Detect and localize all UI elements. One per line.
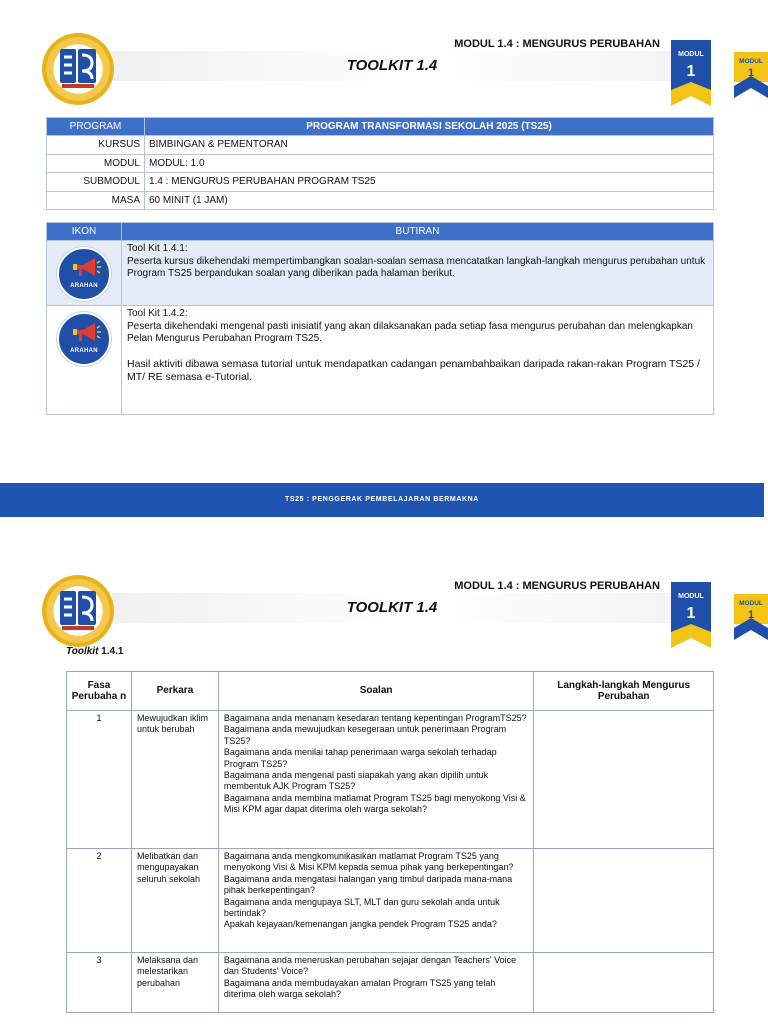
modul-ribbon-icon: [734, 594, 768, 642]
butiran-cell: [122, 241, 714, 306]
arahan-label: ARAHAN: [70, 348, 98, 354]
info-table-header: [47, 118, 714, 136]
footer-band: TS25 : PENGGERAK PEMBELAJARAN BERMAKNA: [0, 483, 764, 517]
ikon-table-header: [47, 223, 714, 241]
table-row: [67, 849, 714, 953]
info-row-masa: [47, 191, 714, 210]
info-value: BIMBINGAN & PEMENTORAN: [145, 136, 714, 155]
ts25-emblem-icon: [56, 45, 100, 91]
langkah-input-cell[interactable]: [534, 953, 714, 1013]
header-fasa: Fasa Perubaha n: [67, 672, 132, 711]
program-value: PROGRAM TRANSFORMASI SEKOLAH 2025 (TS25): [145, 118, 714, 136]
info-table: [46, 117, 714, 210]
ikon-row-2: [47, 306, 714, 415]
icon-cell: [47, 241, 122, 306]
toolkit-1-4-2-text: Peserta dikehendaki mengenal pasti inisiatif yang akan dilaksanakan pada setiap fasa mengurus perubahan dan melengkapkan Pelan Mengurus Perubahan Program TS25.: [127, 320, 693, 344]
modul-badge-icon: [671, 40, 711, 106]
modul-title: MODUL 1.4 : MENGURUS PERUBAHAN: [454, 580, 660, 592]
soalan-item: Bagaimana anda mewujudkan kesegeraan untuk penerimaan Program TS25?: [223, 724, 507, 746]
page1-header: [0, 0, 768, 110]
soalan-item: Bagaimana anda mengkomunikasikan matlamat Program TS25 yang menyokong Visi & Misi KPM kepada semua pihak yang berkepentingan?: [223, 851, 514, 873]
fasa-number: 1: [67, 711, 132, 849]
fasa-number: 2: [67, 849, 132, 953]
toolkit-table-header: [67, 672, 714, 711]
col-butiran: BUTIRAN: [122, 223, 714, 241]
soalan-item: Bagaimana anda menilai tahap penerimaan warga sekolah terhadap Program TS25?: [223, 747, 497, 769]
soalan-item: Bagaimana anda mengatasi halangan yang timbul daripada mana-mana pihak berkepentingan?: [223, 873, 513, 896]
icon-cell: [47, 306, 122, 415]
megaphone-icon: [71, 321, 101, 345]
soalan-item: Apakah kejayaan/kemenangan jangka pendek Program TS25 anda?: [223, 919, 497, 930]
toolkit-1-4-1-text: Peserta kursus dikehendaki mempertimbangkan soalan-soalan semasa mencatatkan langkah-langkah mengurus perubahan untuk Program TS25 berpandukan soalan yang diberikan pada halaman berikut.: [127, 255, 706, 279]
badge-number: 1: [686, 63, 696, 80]
butiran-cell: [122, 306, 714, 415]
info-row-submodul: [47, 173, 714, 192]
toolkit-table: [66, 671, 714, 1013]
arahan-label: ARAHAN: [70, 283, 98, 289]
badge-small-number: 1: [747, 67, 755, 79]
table-row: [67, 953, 714, 1013]
soalan-item: Bagaimana anda mengupaya SLT, MLT dan guru sekolah anda untuk bertindak?: [223, 896, 500, 919]
toolkit-title: TOOLKIT 1.4: [346, 57, 438, 74]
ikon-row-1: [47, 241, 714, 306]
toolkit-1-4-2-hasil: Hasil aktiviti dibawa semasa tutorial untuk mendapatkan cadangan penambahbaikan daripada rakan-rakan Program TS25 / MT/ RE semasa e-Tutorial.: [127, 357, 700, 383]
modul-ribbon-icon: [734, 52, 768, 100]
info-label: MODUL: [47, 154, 145, 173]
soalan-item: Bagaimana anda membudayakan amalan Program TS25 yang telah diterima oleh warga sekolah?: [223, 977, 496, 1000]
toolkit-label-number: 1.4.1: [98, 646, 124, 657]
soalan-item: Bagaimana anda meneruskan perubahan sejajar dengan Teachers' Voice dan Students' Voice?: [223, 955, 517, 977]
soalan-item: Bagaimana anda membina matlamat Program TS25 bagi menyokong Visi & Misi KPM agar dapat diterima oleh warga sekolah?: [223, 792, 526, 815]
perkara-cell: Melaksana dan melestarikan perubahan: [131, 953, 218, 1013]
modul-badge-icon: [671, 582, 711, 648]
soalan-cell: [218, 849, 533, 953]
soalan-item: Bagaimana anda menanam kesedaran tentang kepentingan ProgramTS25?: [223, 713, 527, 723]
info-value: 1.4 : MENGURUS PERUBAHAN PROGRAM TS25: [145, 173, 714, 192]
header-langkah: Langkah-langkah Mengurus Perubahan: [534, 672, 714, 711]
badge-number: 1: [686, 605, 696, 622]
toolkit-1-4-2-title: Tool Kit 1.4.2:: [127, 308, 188, 319]
perkara-cell: Melibatkan dan mengupayakan seluruh sekolah: [131, 849, 218, 953]
toolkit-1-4-1-title: Tool Kit 1.4.1:: [127, 243, 188, 254]
col-ikon: IKON: [47, 223, 122, 241]
arahan-icon: [57, 247, 111, 301]
megaphone-icon: [71, 256, 101, 280]
page2-header: [0, 542, 768, 652]
badge-label: MODUL: [678, 51, 704, 58]
soalan-cell: [218, 953, 533, 1013]
toolkit-label-italic: Toolkit: [66, 646, 99, 657]
langkah-input-cell[interactable]: [534, 849, 714, 953]
badge-small-number: 1: [747, 609, 755, 621]
fasa-number: 3: [67, 953, 132, 1013]
header-soalan: Soalan: [218, 672, 533, 711]
table-row: [67, 711, 714, 849]
soalan-item: Bagaimana anda mengenal pasti siapakah yang akan dipilih untuk membentuk AJK Program TS25?: [223, 770, 489, 792]
info-label: MASA: [47, 191, 145, 210]
langkah-input-cell[interactable]: [534, 711, 714, 849]
header-perkara: Perkara: [131, 672, 218, 711]
modul-title: MODUL 1.4 : MENGURUS PERUBAHAN: [454, 38, 660, 50]
info-label: SUBMODUL: [47, 173, 145, 192]
ikon-table: [46, 222, 714, 415]
perkara-cell: Mewujudkan iklim untuk berubah: [131, 711, 218, 849]
toolkit-title: TOOLKIT 1.4: [346, 599, 438, 616]
info-row-kursus: [47, 136, 714, 155]
ts25-emblem-icon: [56, 587, 100, 633]
soalan-cell: [218, 711, 533, 849]
toolkit-label: [66, 646, 123, 657]
arahan-icon: [57, 312, 111, 366]
info-row-modul: [47, 154, 714, 173]
badge-label: MODUL: [678, 593, 704, 600]
badge-small-label: MODUL: [739, 58, 763, 65]
badge-small-label: MODUL: [739, 600, 763, 607]
info-value: 60 MINIT (1 JAM): [145, 191, 714, 210]
info-value: MODUL: 1.0: [145, 154, 714, 173]
program-label: PROGRAM: [47, 118, 145, 136]
info-label: KURSUS: [47, 136, 145, 155]
